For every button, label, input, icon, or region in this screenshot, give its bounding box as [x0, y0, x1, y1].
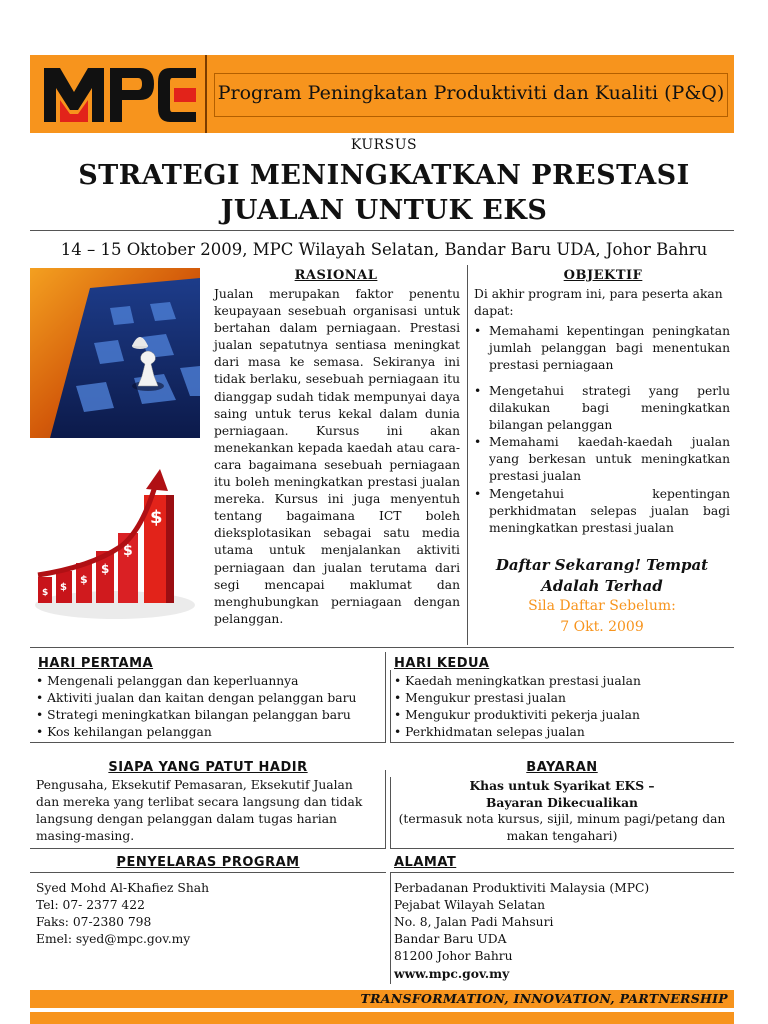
rasional-line: pelanggan. — [214, 611, 284, 626]
bullet-icon: • — [394, 708, 406, 722]
objektif-item — [474, 383, 730, 434]
chart-symbol-3: $ — [80, 573, 88, 586]
objektif-item-line: jumlah pelanggan bagi menentukan — [489, 341, 730, 355]
bullet-icon: • — [394, 725, 406, 739]
chess-image — [30, 268, 200, 438]
list-item-text: Strategi meningkatkan bilangan pelanggan baru — [47, 708, 351, 722]
rasional-line: segi mencapai maklumat dan — [214, 577, 460, 592]
rasional-line: dianggap sudah tidak mempunyai daya — [214, 389, 460, 404]
list-item-text: Mengukur produktiviti pekerja jualan — [405, 708, 640, 722]
rasional-line: perniagaan. Kursus ini akan — [214, 423, 460, 438]
coordinator-fax: Faks: 07-2380 798 — [36, 915, 152, 929]
address-line: Pejabat Wilayah Selatan — [394, 898, 546, 912]
rasional-line: Jualan merupakan faktor penentu — [214, 287, 460, 301]
divider — [30, 872, 386, 873]
rasional-heading: RASIONAL — [294, 268, 378, 283]
course-title-line-2: JUALAN UNTUK EKS — [220, 195, 548, 226]
bullet-icon: • — [394, 674, 406, 688]
rasional-line: saing untuk terus kekal dalam dunia — [214, 406, 460, 421]
register-deadline-date: 7 Okt. 2009 — [560, 619, 644, 635]
divider — [30, 647, 734, 648]
list-item-text: Kaedah meningkatkan prestasi jualan — [405, 674, 641, 688]
rasional-line: dari masa ke semasa. Sekiranya ini — [214, 355, 460, 370]
bullet-icon: • — [36, 691, 48, 705]
address-line: No. 8, Jalan Padi Mahsuri — [394, 915, 554, 929]
address-line: Perbadanan Produktiviti Malaysia (MPC) — [394, 881, 650, 895]
divider — [385, 770, 386, 849]
rasional-line: cara bagaimana sesebuah perniagaan — [214, 457, 460, 472]
divider — [30, 742, 386, 743]
program-title: Program Peningkatan Produktiviti dan Kualiti (P&Q) — [217, 82, 725, 104]
list-item-text: Kos kehilangan pelanggan — [47, 725, 212, 739]
chart-symbol-1: $ — [42, 588, 49, 598]
siapa-line: langsung dengan pelanggan dalam tugas harian — [36, 812, 337, 826]
divider — [390, 872, 391, 984]
register-callout-line-1: Daftar Sekarang! Tempat — [495, 556, 709, 574]
siapa-line: masing-masing. — [36, 829, 135, 843]
objektif-item-line: perkhidmatan selepas jualan bagi — [489, 504, 730, 518]
rasional-line: itu boleh meningkatkan prestasi jualan — [214, 475, 460, 490]
divider — [385, 652, 386, 743]
chart-symbol-5: $ — [123, 543, 133, 559]
hari-kedua-heading: HARI KEDUA — [394, 656, 490, 671]
alamat-heading: ALAMAT — [394, 855, 457, 870]
list-item-text: Aktiviti jualan dan kaitan dengan pelanggan baru — [47, 691, 357, 705]
register-callout-line-2: Adalah Terhad — [541, 577, 663, 595]
rasional-line: menekankan kepada kaedah atau cara- — [214, 440, 460, 455]
list-item — [394, 690, 566, 707]
divider — [390, 777, 391, 849]
objektif-item-line: Mengetahui kepentingan — [489, 487, 730, 501]
objektif-intro-line: Di akhir program ini, para peserta akan — [474, 287, 723, 301]
bullet-icon: • — [36, 708, 48, 722]
mpc-logo — [40, 62, 200, 126]
chart-symbol-4: $ — [101, 562, 110, 576]
objektif-item-line: dilakukan bagi meningkatkan — [489, 401, 730, 415]
course-label: KURSUS — [350, 137, 418, 153]
list-item-text: Perkhidmatan selepas jualan — [405, 725, 585, 739]
hari-pertama-heading: HARI PERTAMA — [38, 656, 154, 671]
footer-bar-bottom — [30, 1012, 734, 1024]
rasional-line: tidak berlaku, sesebuah perniagaan itu — [214, 372, 460, 387]
rasional-line: jualan sepatutnya sentiasa meningkat — [214, 338, 460, 353]
objektif-item-line: Memahami kaedah-kaedah jualan — [489, 435, 730, 449]
rasional-line: dieksplotasikan sebagai satu media — [214, 526, 460, 541]
bayaran-line-2: Bayaran Dikecualikan — [486, 795, 638, 810]
bayaran-line-1: Khas untuk Syarikat EKS – — [469, 778, 655, 793]
objektif-item-line: Memahami kepentingan peningkatan — [489, 324, 730, 338]
list-item-text: Mengenali pelanggan dan keperluannya — [47, 674, 299, 688]
rasional-line: perniagaan dan jualan terutama dari — [214, 560, 460, 575]
siapa-line: Pengusaha, Eksekutif Pemasaran, Eksekutif Jualan — [36, 778, 353, 792]
objektif-item — [474, 434, 730, 485]
list-item — [36, 673, 298, 690]
bayaran-line-3: (termasuk nota kursus, sijil, minum pagi/petang dan — [398, 812, 726, 826]
objektif-heading: OBJEKTIF — [563, 268, 643, 283]
penyelaras-heading: PENYELARAS PROGRAM — [116, 855, 300, 870]
rasional-line: menghubungkan perniagaan dengan — [214, 594, 460, 609]
divider — [467, 265, 468, 645]
objektif-item — [474, 323, 730, 374]
list-item — [36, 690, 356, 707]
objektif-item-line: prestasi jualan — [489, 469, 582, 483]
siapa-heading: SIAPA YANG PATUT HADIR — [108, 760, 308, 775]
objektif-item-line: prestasi perniagaan — [489, 358, 614, 372]
bullet-icon: • — [474, 435, 482, 449]
rasional-line: bertahan dalam perniagaan. Prestasi — [214, 321, 460, 336]
website-link[interactable]: www.mpc.gov.my — [394, 966, 510, 981]
rasional-body — [214, 286, 460, 628]
register-deadline-label: Sila Daftar Sebelum: — [528, 598, 676, 614]
list-item — [394, 673, 641, 690]
bullet-icon: • — [474, 384, 482, 398]
rasional-line: tentang bagaimana ICT boleh — [214, 509, 460, 524]
address-line: 81200 Johor Bahru — [394, 949, 513, 963]
divider — [390, 670, 391, 742]
divider — [390, 872, 734, 873]
list-item-text: Mengukur prestasi jualan — [405, 691, 566, 705]
objektif-intro — [474, 286, 730, 320]
list-item — [394, 724, 585, 741]
objektif-item-line: Mengetahui strategi yang perlu — [489, 384, 730, 398]
list-item — [36, 707, 351, 724]
coordinator-name: Syed Mohd Al-Khafiez Shah — [36, 881, 209, 895]
objektif-item — [474, 486, 730, 537]
course-title-line-1: STRATEGI MENINGKATKAN PRESTASI — [78, 160, 690, 191]
header-divider — [205, 55, 207, 133]
divider — [390, 742, 734, 743]
siapa-body — [36, 777, 382, 845]
chart-symbol-2: $ — [60, 582, 67, 593]
bullet-icon: • — [36, 725, 48, 739]
bayaran-line-4: makan tengahari) — [506, 829, 618, 843]
coordinator-tel: Tel: 07- 2377 422 — [36, 898, 145, 912]
coordinator-email[interactable]: Emel: syed@mpc.gov.my — [36, 932, 191, 946]
bullet-icon: • — [394, 691, 406, 705]
bullet-icon: • — [474, 324, 482, 338]
divider — [390, 848, 734, 849]
objektif-item-line: yang berkesan untuk meningkatkan — [489, 452, 730, 466]
growth-chart-image — [30, 455, 200, 630]
siapa-line: dan mereka yang terlibat secara langsung dan tidak — [36, 795, 363, 809]
objektif-item-line: meningkatkan prestasi jualan — [489, 521, 674, 535]
footer-tagline: TRANSFORMATION, INNOVATION, PARTNERSHIP — [360, 991, 728, 1006]
rasional-line: keupayaan sesebuah organisasi untuk — [214, 304, 460, 319]
objektif-item-line: bilangan pelanggan — [489, 418, 613, 432]
divider — [30, 848, 386, 849]
rasional-line: utama untuk menjalankan aktiviti — [214, 543, 460, 558]
rasional-line: mereka. Kursus ini juga menyentuh — [214, 492, 460, 507]
address-line: Bandar Baru UDA — [394, 932, 507, 946]
chart-symbol-6: $ — [150, 507, 163, 528]
divider — [30, 230, 734, 231]
objektif-intro-line: dapat: — [474, 304, 514, 318]
bullet-icon: • — [474, 487, 482, 501]
date-venue: 14 – 15 Oktober 2009, MPC Wilayah Selatan, Bandar Baru UDA, Johor Bahru — [60, 240, 708, 259]
list-item — [394, 707, 640, 724]
bayaran-heading: BAYARAN — [526, 760, 598, 775]
bullet-icon: • — [36, 674, 48, 688]
list-item — [36, 724, 212, 741]
